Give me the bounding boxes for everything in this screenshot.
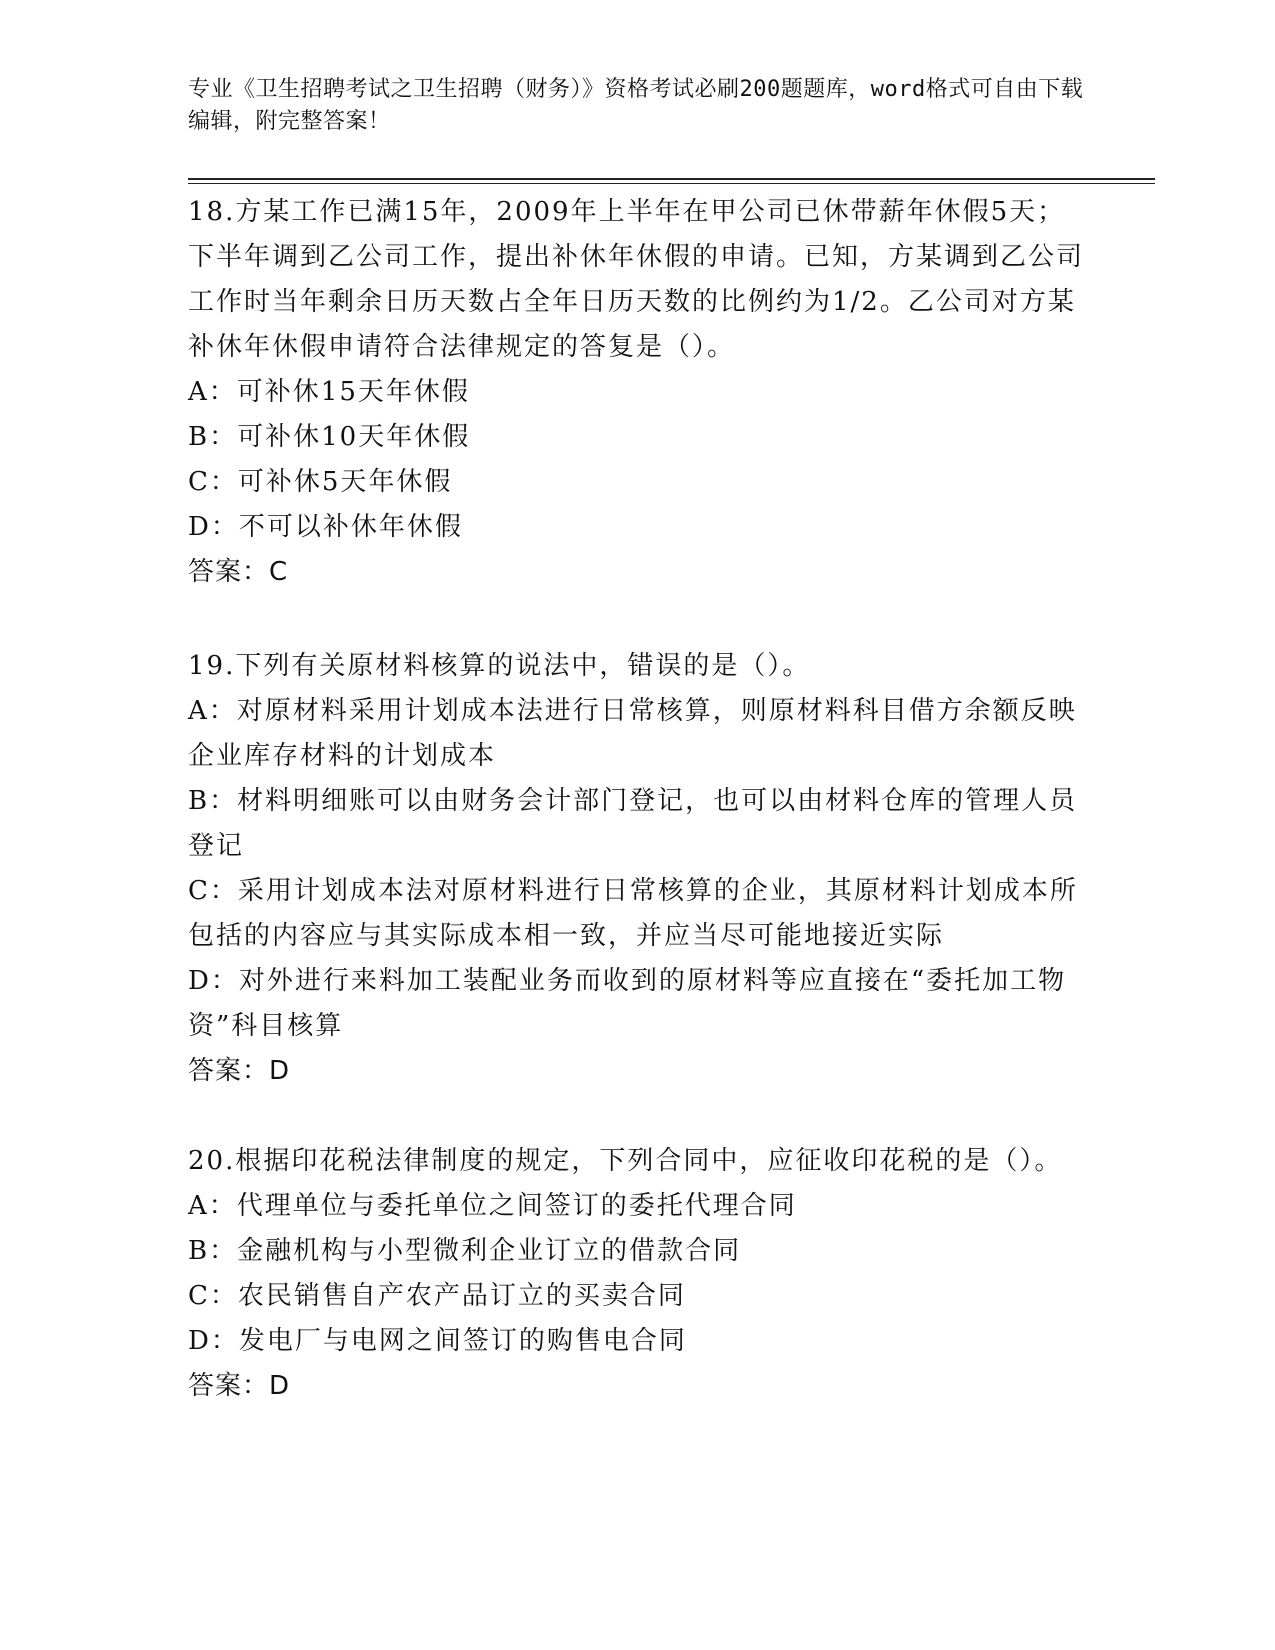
question-stem: 20.根据印花税法律制度的规定，下列合同中，应征收印花税的是（）。 [188,1146,1063,1176]
option-b: B：材料明细账可以由财务会计部门登记，也可以由材料仓库的管理人员登记 [188,786,1078,861]
option-b: B：金融机构与小型微利企业订立的借款合同 [188,1236,742,1266]
option-a: A：代理单位与委托单位之间签订的委托代理合同 [188,1191,797,1221]
question-stem: 19.下列有关原材料核算的说法中，错误的是（）。 [188,651,811,681]
option-a: A：可补休15天年休假 [188,377,470,407]
header-divider [188,178,1155,180]
question-20 [188,1139,1088,1409]
question-18 [188,190,1088,595]
option-c: C：农民销售自产农产品订立的买卖合同 [188,1281,686,1311]
option-b: B：可补休10天年休假 [188,422,471,452]
header-text: 专业《卫生招聘考试之卫生招聘（财务）》资格考试必刷200题题库，word格式可自由下载编辑，附完整答案！ [188,77,1084,134]
answer: 答案：C [188,557,289,587]
question-19 [188,644,1088,1094]
header-divider-thin [188,183,1155,184]
option-c: C：采用计划成本法对原材料进行日常核算的企业，其原材料计划成本所包括的内容应与其实际成本相一致，并应当尽可能地接近实际 [188,876,1078,951]
answer: 答案：D [188,1371,291,1401]
option-a: A：对原材料采用计划成本法进行日常核算，则原材料科目借方余额反映企业库存材料的计划成本 [188,696,1077,771]
answer: 答案：D [188,1056,291,1086]
option-d: D：发电厂与电网之间签订的购售电合同 [188,1326,687,1356]
option-c: C：可补休5天年休假 [188,467,453,497]
document-header [188,74,1088,138]
question-stem: 18.方某工作已满15年，2009年上半年在甲公司已休带薪年休假5天；下半年调到乙公司工作，提出补休年休假的申请。已知，方某调到乙公司工作时当年剩余日历天数占全年日历天数的比例约为1/2。乙公司对方某补休年休假申请符合法律规定的答复是（）。 [188,197,1085,362]
option-d: D：不可以补休年休假 [188,512,463,542]
option-d: D：对外进行来料加工装配业务而收到的原材料等应直接在“委托加工物资”科目核算 [188,966,1067,1041]
